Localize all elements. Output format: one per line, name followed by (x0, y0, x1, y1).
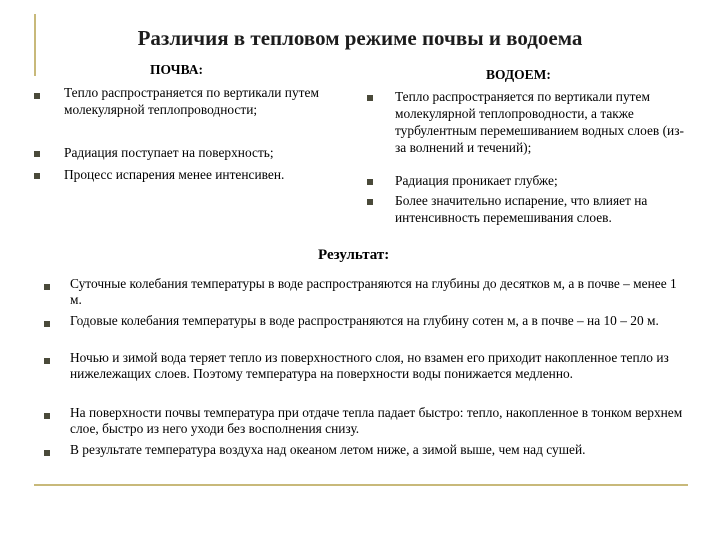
decorative-bottom-rule (34, 484, 688, 486)
soil-item: Радиация поступает на поверхность; (64, 144, 340, 166)
result-item: Годовые колебания температуры в воде распространяются на глубину сотен м, а в почве – на 10 – 20 м. (70, 313, 690, 350)
bullet-icon (367, 199, 373, 205)
slide-title: Различия в тепловом режиме почвы и водоема (137, 26, 583, 50)
bullet-icon (34, 151, 40, 157)
bullet-icon (34, 93, 40, 99)
bullet-icon (367, 95, 373, 101)
bullet-icon (44, 284, 50, 290)
bullet-icon (367, 179, 373, 185)
bullet-icon (44, 450, 50, 456)
bullet-icon (44, 321, 50, 327)
water-list (395, 88, 695, 226)
result-item: В результате температура воздуха над океаном летом ниже, а зимой выше, чем над сушей. (70, 442, 690, 458)
water-item: Более значительно испарение, что влияет на интенсивность перемешивания слоев. (395, 192, 695, 226)
soil-item: Процесс испарения менее интенсивен. (64, 166, 340, 183)
water-item: Радиация проникает глубже; (395, 172, 695, 192)
result-item: Ночью и зимой вода теряет тепло из поверхностного слоя, но взамен его приходит накопленное тепло из нижележащих слоев. Поэтому температура на поверхности воды понижается медленно. (70, 350, 690, 405)
water-heading: ВОДОЕМ: (486, 67, 551, 82)
result-item: Суточные колебания температуры в воде распространяются на глубины до десятков м, а в почве – менее 1 м. (70, 276, 690, 313)
soil-list (64, 84, 340, 183)
decorative-vertical-rule (34, 14, 36, 76)
bullet-icon (44, 413, 50, 419)
soil-item: Тепло распространяется по вертикали путем молекулярной теплопроводности; (64, 84, 340, 144)
result-item: На поверхности почвы температура при отдаче тепла падает быстро: тепло, накопленное в тонком верхнем слое, быстро из него уходи без восполнения снизу. (70, 405, 690, 442)
result-list (70, 276, 690, 458)
water-item: Тепло распространяется по вертикали путем молекулярной теплопроводности, а также турбулентным перемешиванием водных слоев (из-за волнений и течений); (395, 88, 695, 172)
result-heading: Результат: (318, 247, 390, 263)
bullet-icon (34, 173, 40, 179)
bullet-icon (44, 358, 50, 364)
soil-heading: ПОЧВА: (150, 62, 203, 77)
